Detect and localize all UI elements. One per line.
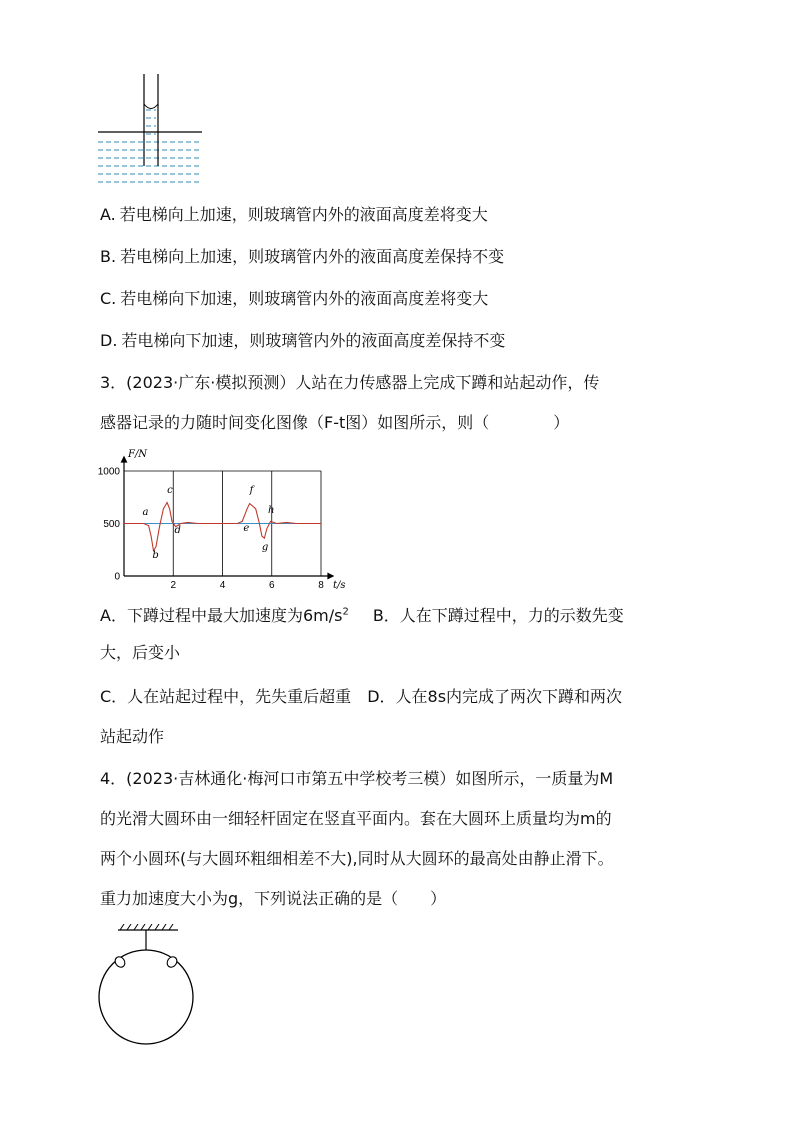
point-label-g: g (261, 541, 269, 553)
x-tick-label: 8 (318, 580, 324, 591)
point-label-a: a (142, 507, 149, 519)
q4-stem-line-4: 重力加速度大小为g，下列说法正确的是（ ） (100, 889, 447, 908)
point-label-d: d (174, 524, 181, 536)
ceiling-hatch (120, 924, 173, 930)
q3-option-a-b-row (100, 602, 624, 627)
y-tick-label: 1000 (97, 466, 120, 478)
q3-option-d-cont: 站起动作 (100, 727, 165, 746)
q3-option-b-cont: 大，后变小 (100, 643, 181, 662)
force-time-chart (94, 444, 354, 594)
q3-option-b[interactable]: B．人在下蹲过程中，力的示数先变 (372, 606, 624, 626)
q3-option-a[interactable]: A．下蹲过程中最大加速度为$6m/s^2$ (100, 606, 349, 626)
q4-stem-line-1: 4．(2023·吉林通化·梅河口市第五中学校考三模）如图所示，一质量为M (100, 769, 614, 788)
y-tick-label: 500 (103, 519, 120, 530)
x-tick-label: 2 (170, 580, 177, 591)
y-axis-label: F/N (128, 449, 148, 460)
point-label-f: f (249, 485, 254, 497)
x-tick-label: 6 (268, 580, 275, 591)
x-axis-label: t/s (333, 580, 346, 591)
q3-stem-line-1: 3．(2023·广东·模拟预测）人站在力传感器上完成下蹲和站起动作，传 (100, 373, 600, 392)
ring-on-rod-figure (96, 924, 206, 1048)
point-label-h: h (268, 505, 275, 516)
q4-stem-line-2: 的光滑大圆环由一细轻杆固定在竖直平面内。套在大圆环上质量均为m的 (100, 809, 612, 828)
q2-option-c[interactable]: C. 若电梯向下加速，则玻璃管内外的液面高度差将变大 (100, 289, 489, 308)
x-axis-arrow (328, 574, 333, 579)
q3-option-c[interactable]: C．人在站起过程中，先失重后超重 (100, 687, 352, 706)
point-label-b: b (152, 550, 159, 562)
y-tick-label: 0 (114, 571, 120, 583)
q4-stem-line-3: 两个小圆环(与大圆环粗细相差不大),同时从大圆环的最高处由静止滑下。 (100, 849, 614, 868)
large-ring (99, 950, 193, 1044)
small-ring-left (113, 955, 127, 969)
small-ring-right (165, 955, 179, 969)
capillary-tube-figure (98, 74, 208, 186)
q3-option-d[interactable]: D．人在8s内完成了两次下蹲和两次 (367, 687, 623, 706)
x-tick-label: 4 (219, 580, 226, 591)
q3-option-c-d-row (100, 686, 622, 708)
q2-option-d[interactable]: D. 若电梯向下加速，则玻璃管内外的液面高度差保持不变 (100, 331, 506, 350)
q3-stem-line-2: 感器记录的力随时间变化图像（F-t图）如图所示，则（ ） (100, 413, 570, 432)
point-label-c: c (167, 485, 173, 497)
q2-option-a[interactable]: A. 若电梯向上加速，则玻璃管内外的液面高度差将变大 (100, 205, 488, 224)
y-axis-arrow (122, 457, 127, 462)
point-label-e: e (243, 522, 250, 534)
q2-option-b[interactable]: B. 若电梯向上加速，则玻璃管内外的液面高度差保持不变 (100, 247, 505, 266)
